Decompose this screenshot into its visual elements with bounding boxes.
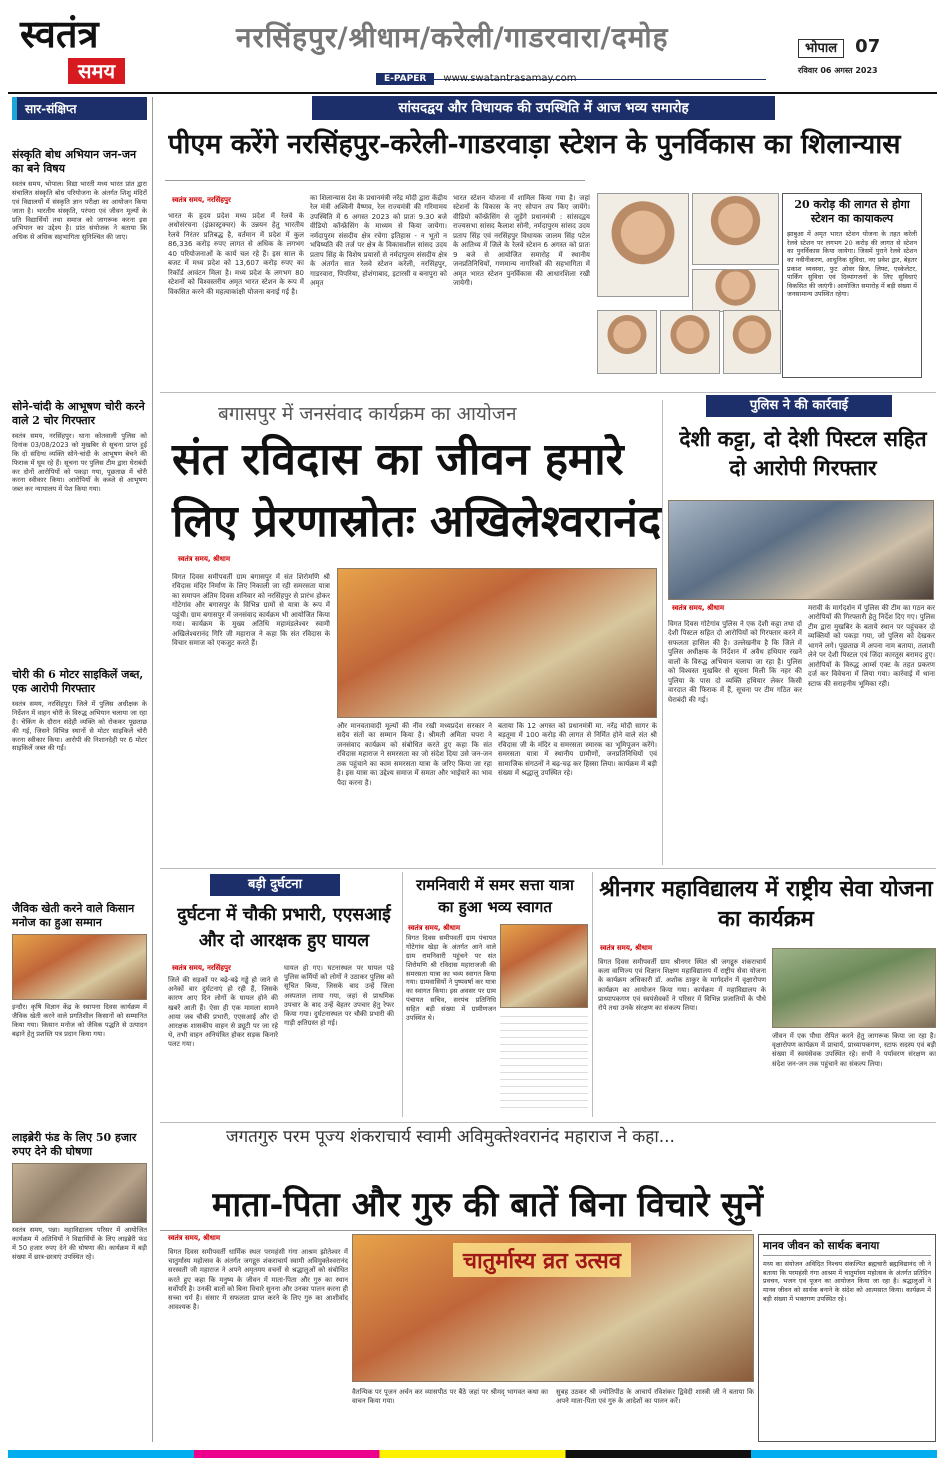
bottom-photo-caption-left: वैतन्यिक पर पूजन अर्चन कर व्यासपीठ पर बैठे जहां पर श्रीमद् भागवत कथा का वाचन किया गया। <box>352 1388 548 1406</box>
sidebar-item-title: जैविक खेती करने वाले किसान मनोज का हुआ सम्मान <box>12 902 135 929</box>
bottom-side-box <box>758 1234 936 1442</box>
sidebar-item-body: इन्दौर। कृषि विज्ञान केंद्र के स्थापना दिवस कार्यक्रम में जैविक खेती करने वाले प्रगतिशील किसानों को सम्मानित किया गया। किसान मनोज को जैविक पद्धति से उत्पादन बढ़ाने हेतु प्रशस्ति पत्र प्रदान किया गया। <box>12 1003 147 1038</box>
police-col2: मरावी के मार्गदर्शन में पुलिस की टीम का गठन कर आरोपियों की गिरफ्तारी हेतु निर्देश दिए गए। पुलिस टीम द्वारा मुखबिर के बताये स्थान पर पहुंचकर दो व्यक्तियों को पकड़ा गया, जो पुलिस को देखकर भागने लगे। पूछताछ में अपना नाम बताया, तलाशी लेने पर देशी पिस्टल एवं जिंदा कारतूस बरामद हुए। आरोपियों के विरुद्ध आर्म्स एक्ट के तहत प्रकरण दर्ज कर विवेचना में लिया गया। कार्रवाई में थाना स्टाफ की सराहनीय भूमिका रही। <box>808 604 935 688</box>
accident-byline: स्वतंत्र समय, नरसिंहपुर <box>172 964 231 972</box>
city-label: भोपाल <box>798 39 844 58</box>
ramnivari-body: विगत दिवस समीपवर्ती ग्राम पंचायत गोटेगांव खेड़ा के अंतर्गत आने वाले ग्राम रामनिवारी पहुंचने पर संत शिरोमणि श्री रविदास महाराजजी की समरसता यात्रा का भव्य स्वागत किया गया। ग्रामवासियों ने पुष्पवर्षा कर यात्रा का स्वागत किया। इस अवसर पर ग्राम पंचायत सचिव, सरपंच प्रतिनिधि सहित बड़ी संख्या में ग्रामीणजन उपस्थित थे। <box>406 934 496 1023</box>
nss-col1: विगत दिवस समीपवर्ती ग्राम श्रीनगर स्थित श्री जगद्गुरु शंकराचार्य कला वाणिज्य एवं विज्ञान शिक्षण महाविद्यालय में राष्ट्रीय सेवा योजना के कार्यक्रम अधिकारी डॉ. अशोक ठाकुर के मार्गदर्शन में वृक्षारोपण कार्यक्रम का आयोजन किया गया। कार्यक्रम में महाविद्यालय के प्राध्यापकगण एवं स्वयंसेवकों ने परिसर में विभिन्न प्रजातियों के पौधे रोपे तथा उनके संरक्षण का संकल्प लिया। <box>598 958 766 1012</box>
sidebar-item-title: चोरी की 6 मोटर साइकिलें जब्त, एक आरोपी गिरफ्तार <box>12 668 144 695</box>
sidebar <box>12 97 147 1442</box>
nss-byline: स्वतंत्र समय, श्रीधाम <box>600 944 653 952</box>
top-story-col2: का शिलान्यास देश के प्रधानमंत्री नरेंद्र मोदी द्वारा केंद्रीय रेल मंत्री अश्विनी वैष्णव, रेल राज्यमंत्री की गरिमामय उपस्थिति में 6 अगस्त 2023 को प्रातः 9.30 बजे वीडियो कॉन्फ्रेंसिंग के माध्यम से किया जायेगा। नर्मदापुरम संसदीय क्षेत्र रचेगा इतिहास - न भूतो न भविष्यति की तर्ज पर क्षेत्र के विकासशील सांसद उदय प्रताप सिंह के विशेष प्रयासों से नर्मदापुरम संसदीय क्षेत्र के अंतर्गत सात रेलवे स्टेशन करेली, नरसिंहपुर, गाडरवारा, पिपरिया, होशंगाबाद, इटारसी व बनापुरा को अमृत <box>310 194 447 287</box>
sidebar-photo-farmer <box>12 934 147 1000</box>
nss-headline: श्रीनगर महाविद्यालय में राष्ट्रीय सेवा योजना का कार्यक्रम <box>599 876 933 932</box>
sidebar-photo-library <box>12 1163 147 1223</box>
epaper-label: E-PAPER <box>376 73 434 85</box>
bottom-byline: स्वतंत्र समय, श्रीधाम <box>168 1234 221 1242</box>
edition-names: नरसिंहपुर/श्रीधाम/करेली/गाडरवारा/दमोह <box>236 21 669 54</box>
bottom-box-title: मानव जीवन को सार्थक बनाया <box>763 1239 931 1256</box>
top-story-byline: स्वतंत्र समय, नरसिंहपुर <box>172 196 231 204</box>
epaper-bar <box>376 66 766 84</box>
photo-pm <box>597 193 689 297</box>
sidebar-divider <box>152 97 153 1442</box>
police-byline: स्वतंत्र समय, श्रीधाम <box>672 604 725 612</box>
accident-col2: घायल हो गए। घटनास्थल पर घायल पड़े पुलिस कर्मियों को लोगों ने उठाकर पुलिस को सूचित किया, जिसके बाद उन्हें जिला अस्पताल लाया गया, जहां से प्राथमिक उपचार के बाद उन्हें बेहतर उपचार हेतु रेफर किया गया। दुर्घटनास्थल पर चौकी प्रभारी की गाड़ी क्षतिग्रस्त हो गई। <box>284 964 394 1028</box>
bottom-event-photo <box>352 1234 754 1382</box>
accident-col1: जिले की सड़कों पर बढ़े-बढ़े गड्ढे हो जाने से अनेकों बार दुर्घटनाएं हो रही हैं, जिसके कारण आए दिन लोगों के घायल होने की खबरें आती हैं। ऐसा ही एक मामला सामने आया जब चौकी प्रभारी, एएसआई और दो आरक्षक शासकीय वाहन से ड्यूटी पर जा रहे थे, तभी वाहन अनियंत्रित होकर सड़क किनारे पलट गया। <box>168 976 278 1049</box>
police-col1: विगत दिवस गोटेगांव पुलिस ने एक देशी कट्टा तथा दो देशी पिस्टल सहित दो आरोपियों को गिरफ्तार करने में सफलता हासिल की है। उल्लेखनीय है कि जिले में पुलिस अधीक्षक के निर्देशन में अवैध हथियार रखने वालों के विरुद्ध अभियान चलाया जा रहा है। पुलिस को विश्वस्त मुखबिर से सूचना मिली कि नहर की पुलिया के पास दो व्यक्ति हथियार लेकर किसी वारदात की फिराक में हैं, सूचना पर टीम गठित कर घेराबंदी की गई। <box>668 620 802 704</box>
bottom-photo-banner: चातुर्मास्य व्रत उत्सव <box>453 1243 631 1277</box>
nss-photo <box>772 948 936 1028</box>
page-info <box>798 36 928 76</box>
ravidas-col2: और मानवतावादी मूल्यों की नींव रखी मध्यप्रदेश सरकार ने सदैव संतों का सम्मान किया है। श्रीमती अमिता चपरा ने जनसंवाद कार्यक्रम को संबोधित करते हुए कहा कि संत रविदास महाराज ने समरसता का जो संदेश दिया उसे जन-जन तक पहुंचाने का काम समरसता यात्रा के जरिए किया जा रहा है। इस यात्रा का उद्देश्य समाज में समता और भाईचारे का भाव पैदा करना है। <box>337 722 492 787</box>
top-story-box <box>782 193 922 378</box>
section-rule-1 <box>160 392 936 393</box>
logo-top: स्वतंत्र <box>20 11 99 56</box>
nss-divider <box>592 872 593 1117</box>
photo-mp-2 <box>660 310 720 374</box>
top-story-col1: भारत के हृदय प्रदेश मध्य प्रदेश में रेलवे के अधोसंरचना (इंफ्रास्ट्रक्चर) के उन्नयन हेतु भारतीय रेलवे निरंतर प्रतिबद्ध है, वर्तमान में प्रदेश में कुल 86,336 करोड़ रुपए लागत से अधिक के लगभग 40 परियोजनाओं के कार्य चल रहे हैं। इस साल के बजट में मध्य प्रदेश को 13,607 करोड़ रुपए का रिकॉर्ड आवंटन मिला है। मध्य प्रदेश के लगभग 80 स्टेशनों को विश्वस्तरीय अमृत भारत स्टेशन के रूप में विकसित करने की महत्वाकांक्षी योजना बनाई गई है। <box>168 212 304 296</box>
top-story-headline: पीएम करेंगे नरसिंहपुर-करेली-गाडरवाड़ा स्टेशन के पुनर्विकास का शिलान्यास <box>168 129 901 160</box>
section-rule-2 <box>160 868 936 869</box>
sidebar-header: सार-संक्षिप्त <box>12 97 147 120</box>
ramnivari-byline: स्वतंत्र समय, श्रीधाम <box>408 924 461 932</box>
top-story-box-title: 20 करोड़ की लागत से होगा स्टेशन का कायाकल्प <box>794 198 910 225</box>
sidebar-item-body: स्वतंत्र समय, पन्ना। महाविद्यालय परिसर में आयोजित कार्यक्रम में अतिथियों ने विद्यार्थियों के लिए लाइब्रेरी फंड में 50 हजार रुपए देने की घोषणा की। कार्यक्रम में बड़ी संख्या में छात्र-छात्राएं उपस्थित रहे। <box>12 1226 147 1261</box>
headline-rule <box>165 180 585 181</box>
top-story-kicker: सांसदद्वय और विधायक की उपस्थिति में आज भव्य समारोह <box>312 96 775 120</box>
page-number: 07 <box>855 36 881 57</box>
ravidas-col1: विगत दिवस समीपवर्ती ग्राम बगासपुर में संत शिरोमणि श्री रविदास मंदिर निर्माण के लिए निकाली जा रही समरसता यात्रा का समापन अंतिम दिवस शनिवार को नरसिंहपुर से प्रारंभ होकर गोटेगांव और बगासपुर के विभिन्न ग्रामों से यात्रा के रूप में पहुंची। ग्राम बगासपुर में जनसंवाद कार्यक्रम भी आयोजित किया गया। कार्यक्रम के मुख्य अतिथि महामंडलेश्वर स्वामी अखिलेश्वरानंद गिरि जी महाराज ने कहा कि संत रविदास के विचार समाज को एकजुट करते हैं। <box>172 573 330 648</box>
photo-mla <box>723 310 781 374</box>
ramnivari-body-cont <box>500 1010 588 1114</box>
photo-minister-1 <box>692 193 779 265</box>
photo-mp-1 <box>597 310 657 374</box>
police-tab: पुलिस ने की कार्रवाई <box>706 395 892 417</box>
ravidas-col3: बताया कि 12 अगस्त को प्रधानमंत्री मा. नरेंद्र मोदी सागर के बड़तूमा में 100 करोड़ की लागत से निर्मित होने वाले संत श्री रविदास जी के मंदिर व समरसता स्मारक का भूमिपूजन करेंगे। समरसता यात्रा में स्थानीय ग्रामीणों, जनप्रतिनिधियों एवं सामाजिक संगठनों ने बढ़-चढ़ कर हिस्सा लिया। कार्यक्रम में बड़ी संख्या में श्रद्धालु उपस्थित रहे। <box>498 722 657 778</box>
ramnivari-headline: रामनिवारी में समर सत्ता यात्रा का हुआ भव्य स्वागत <box>416 876 574 916</box>
sidebar-item-body: स्वतंत्र समय, नरसिंहपुर। थाना कोतवाली पुलिस को दिनांक 03/08/2023 को मुखबिर से सूचना प्राप्त हुई कि दो संदिग्ध व्यक्ति सोने-चांदी के आभूषण बेचने की फिराक में घूम रहे हैं। सूचना पर पुलिस टीम द्वारा घेराबंदी कर दोनों आरोपियों को पकड़ा गया, पूछताछ में चोरी करना स्वीकार किया। आरोपियों के कब्जे से आभूषण जब्त कर न्यायालय में पेश किया गया। <box>12 432 147 494</box>
photo-minister-2 <box>692 269 779 312</box>
issue-date: रविवार 06 अगस्त 2023 <box>798 66 878 75</box>
accident-headline: दुर्घटना में चौकी प्रभारी, एएसआई और दो आरक्षक हुए घायल <box>177 905 391 951</box>
website-link[interactable]: www.swatantrasamay.com <box>443 73 577 84</box>
sidebar-item-body: स्वतंत्र समय, नरसिंहपुर। जिले में पुलिस अधीक्षक के निर्देशन में वाहन चोरी के विरुद्ध अभियान चलाया जा रहा है। चेकिंग के दौरान संदेही व्यक्ति को रोककर पूछताछ की गई, जिसने विभिन्न स्थानों से मोटर साइकिलें चोरी करना स्वीकार किया। आरोपी की निशानदेही पर 6 मोटर साइकिलें जब्त की गईं। <box>12 700 147 753</box>
logo <box>20 11 160 90</box>
masthead-rule <box>8 92 937 94</box>
sidebar-item-title: सोने-चांदी के आभूषण चोरी करने वाले 2 चोर गिरफ्तार <box>12 400 145 427</box>
sidebar-item-title: संस्कृति बोध अभियान जन-जन का बने विषय <box>12 148 137 175</box>
bottom-col1: विगत दिवस समीपवर्ती धार्मिक स्थल परमहंसी गंगा आश्रम झोतेश्वर में चातुर्मास्य महोत्सव के अंतर्गत जगद्गुरु शंकराचार्य स्वामी अविमुक्तेश्वरानंद सरस्वती जी महाराज ने अपने अमृतमय वचनों से श्रद्धालुओं को संबोधित करते हुए कहा कि मनुष्य के जीवन में माता-पिता और गुरु का स्थान सर्वोपरि है। उनकी बातों को बिना विचारे सुनना और उनका पालन करना ही सच्चा धर्म है। संसार में सफलता प्राप्त करने के लिए गुरु का आशीर्वाद आवश्यक है। <box>168 1248 348 1312</box>
bottom-box-body: मध्य का संयोजन अविदित निश्चय संकल्पित ब्रह्मचारी ब्रह्मविद्यानंद जी ने बताया कि परमहंसी गंगा आश्रम में चातुर्मास्य महोत्सव के अंतर्गत प्रतिदिन प्रवचन, भजन एवं पूजन का आयोजन किया जा रहा है। श्रद्धालुओं ने मानव जीवन को सार्थक बनाने के संदेश को आत्मसात किया। कार्यक्रम में बड़ी संख्या में भक्तगण उपस्थित रहे। <box>763 1260 931 1303</box>
police-divider <box>662 400 663 865</box>
ravidas-byline: स्वतंत्र समय, श्रीधाम <box>178 555 231 563</box>
sidebar-item-body: स्वतंत्र समय, भोपाल। विद्या भारती मध्य भारत प्रांत द्वारा संचालित संस्कृति बोध परियोजना के अंतर्गत शिशु मंदिरों एवं विद्यालयों में संस्कृति ज्ञान परीक्षा का आयोजन किया जाता है। भारतीय संस्कृति, परंपरा एवं जीवन मूल्यों के प्रति विद्यार्थियों तथा समाज को जागरूक करना इस अभियान का उद्देश्य है। प्रांत संयोजक ने बताया कि अधिक से अधिक सहभागिता सुनिश्चित की जाए। <box>12 180 147 242</box>
ramnivari-photo <box>500 924 588 1008</box>
bottom-photo-caption-right: सुबह उठकर श्री ज्योतिपीठ के आचार्य रविशंकर द्विवेदी शास्त्री जी ने बताया कि अपने माता-पिता एवं गुरु के आदेशों का पालन करें। <box>556 1388 754 1406</box>
top-story-box-body: झाबुआ में अमृत भारत स्टेशन योजना के तहत करेली रेलवे स्टेशन पर लगभग 20 करोड़ की लागत से स्टेशन का पुनर्विकास किया जायेगा। जिसमें पुराने रेलवे स्टेशन का नवीनीकरण, आधुनिक सुविधा, नए प्रवेश द्वार, बेहतर प्रकाश व्यवस्था, फुट ओवर ब्रिज, लिफ्ट, एस्केलेटर, पार्किंग सुविधा एवं दिव्यांगजनों के लिए सुविधाएं विकसित की जाएंगी। आयोजित समारोह में बड़ी संख्या में जनसामान्य उपस्थित रहेगा। <box>787 230 917 299</box>
ravidas-headline-2: लिए प्रेरणास्रोतः अखिलेश्वरानंद <box>172 496 662 547</box>
accident-tab: बड़ी दुर्घटना <box>210 874 340 896</box>
ravidas-event-photo <box>337 568 657 718</box>
ramnivari-divider <box>402 872 403 1117</box>
nss-col2: जीवन में एक पौधा रोपित करने हेतु जागरूक किया जा रहा है। वृक्षारोपण कार्यक्रम में प्राचार्य, प्राध्यापकगण, स्टाफ सदस्य एवं बड़ी संख्या में स्वयंसेवक उपस्थित रहे। सभी ने पर्यावरण संरक्षण का संदेश जन-जन तक पहुंचाने का संकल्प लिया। <box>772 1032 936 1068</box>
bottom-headline: माता-पिता और गुरु की बातें बिना विचारे सुनें <box>212 1185 764 1225</box>
police-photo <box>668 500 934 600</box>
ravidas-headline-1: संत रविदास का जीवन हमारे <box>172 434 624 485</box>
police-headline: देशी कट्टा, दो देशी पिस्टल सहित दो आरोपी गिरफ्तार <box>679 426 927 480</box>
bottom-headline-rule <box>160 1230 752 1231</box>
footer-color-strip <box>8 1450 937 1458</box>
top-story-col3: भारत स्टेशन योजना में शामिल किया गया है। जहां स्टेशनों के विकास के नए सोपान तय किए जायेंगे। वीडियो कॉन्फ्रेंसिंग से जुड़ेंगे प्रधानमंत्री : सांसदद्वय राज्यसभा सांसद कैलाश सोनी, नर्मदापुरम सांसद उदय प्रताप सिंह एवं नरसिंहपुर विधायक जालम सिंह पटेल के आतिथ्य में जिले के रेलवे स्टेशन 6 अगस्त को प्रातः 9 बजे से आयोजित समारोह में स्थानीय जनप्रतिनिधियों, गणमान्य नागरिकों की सहभागिता में अमृत भारत स्टेशन पुनर्विकास की आधारशिला रखी जायेगी। <box>453 194 590 287</box>
section-rule-3 <box>160 1122 936 1123</box>
logo-bottom: समय <box>68 58 125 84</box>
sidebar-item-title: लाइब्रेरी फंड के लिए 50 हजार रुपए देने की घोषणा <box>12 1131 137 1158</box>
bottom-kicker: जगतगुरु परम पूज्य शंकराचार्य स्वामी अविमुक्तेश्वरानंद महाराज ने कहा... <box>226 1127 675 1147</box>
ravidas-kicker: बगासपुर में जनसंवाद कार्यक्रम का आयोजन <box>218 403 517 425</box>
